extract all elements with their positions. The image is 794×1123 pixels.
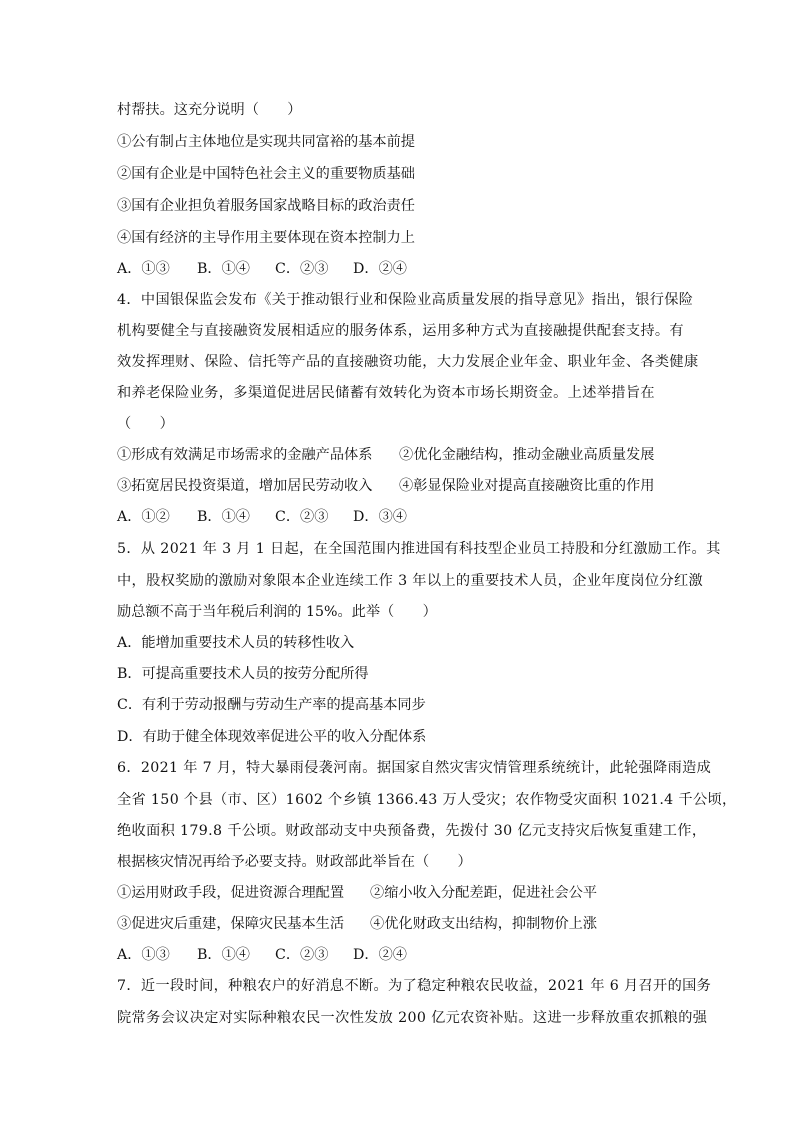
q4-items-row-1 — [117, 446, 677, 464]
q7-stem-line-2: 院常务会议决定对实际种粮农民一次性发放 200 亿元农资补贴。这进一步释放重农抓粮的强 — [117, 1010, 708, 1026]
q3-option-b: B．①④ — [197, 261, 250, 277]
q6-stem-line-2: 全省 150 个县（市、区）1602 个乡镇 1366.43 万人受灾；农作物受灾面积 1021.4 千公顷， — [117, 792, 737, 808]
q5-choice-d: D．有助于健全体现效率促进公平的收入分配体系 — [117, 729, 427, 745]
q6-item-1: ①运用财政手段，促进资源合理配置 — [117, 885, 345, 901]
q4-item-1: ①形成有效满足市场需求的金融产品体系 — [117, 447, 373, 463]
q4-item-2: ②优化金融结构，推动金融业高质量发展 — [399, 447, 655, 463]
q4-option-d: D．③④ — [353, 509, 407, 525]
q6-options — [117, 946, 677, 964]
q4-options — [117, 508, 677, 526]
q6-item-2: ②缩小收入分配差距，促进社会公平 — [370, 885, 598, 901]
q3-option-a: A．①③ — [117, 261, 170, 277]
q3-item-4: ④国有经济的主导作用主要体现在资本控制力上 — [117, 230, 415, 246]
q7-stem-line-1: 7．近一段时间，种粮农户的好消息不断。为了稳定种粮农民收益，2021 年 6 月召开的国务 — [117, 978, 712, 994]
q4-stem-line-5: （ ） — [117, 416, 174, 432]
q4-item-4: ④彰显保险业对提高直接融资比重的作用 — [399, 478, 655, 494]
q3-option-c: C．②③ — [275, 261, 329, 277]
q4-option-b: B．①④ — [197, 509, 250, 525]
q6-item-3: ③促进灾后重建，保障灾民基本生活 — [117, 916, 345, 932]
q3-item-2: ②国有企业是中国特色社会主义的重要物质基础 — [117, 166, 415, 182]
q6-items-row-1 — [117, 884, 677, 902]
q5-choice-c: C．有利于劳动报酬与劳动生产率的提高基本同步 — [117, 697, 426, 713]
q5-stem-line-1: 5．从 2021 年 3 月 1 日起，在全国范围内推进国有科技型企业员工持股和分红激励工作。其 — [117, 541, 721, 557]
q4-items-row-2 — [117, 477, 677, 495]
q3-stem-tail: 村帮扶。这充分说明（ ） — [117, 102, 302, 118]
q4-item-3: ③拓宽居民投资渠道，增加居民劳动收入 — [117, 478, 373, 494]
q5-stem-line-3: 励总额不高于当年税后利润的 15%。此举（ ） — [117, 604, 437, 620]
q5-choice-a: A．能增加重要技术人员的转移性收入 — [117, 635, 355, 651]
q6-stem-line-4: 根据核灾情况再给予必要支持。财政部此举旨在（ ） — [117, 854, 472, 870]
q5-choice-b: B．可提高重要技术人员的按劳分配所得 — [117, 666, 369, 682]
q6-stem-line-3: 绝收面积 179.8 千公顷。财政部动支中央预备费，先拨付 30 亿元支持灾后恢复重建工作， — [117, 823, 707, 839]
q6-option-b: B．①④ — [197, 947, 250, 963]
q3-option-d: D．②④ — [353, 261, 407, 277]
q6-item-4: ④优化财政支出结构，抑制物价上涨 — [370, 916, 598, 932]
q6-stem-line-1: 6．2021 年 7 月，特大暴雨侵袭河南。据国家自然灾害灾情管理系统统计，此轮强降雨造成 — [117, 760, 712, 776]
q6-option-a: A．①③ — [117, 947, 170, 963]
q4-stem-line-3: 效发挥理财、保险、信托等产品的直接融资功能，大力发展企业年金、职业年金、各类健康 — [117, 354, 699, 370]
q3-item-1: ①公有制占主体地位是实现共同富裕的基本前提 — [117, 134, 415, 150]
q6-option-d: D．②④ — [353, 947, 407, 963]
q3-options — [117, 260, 677, 278]
q4-stem-line-4: 和养老保险业务，多渠道促进居民储蓄有效转化为资本市场长期资金。上述举措旨在 — [117, 385, 655, 401]
q6-items-row-2 — [117, 915, 677, 933]
q4-option-c: C．②③ — [275, 509, 329, 525]
q5-stem-line-2: 中，股权奖励的激励对象限本企业连续工作 3 年以上的重要技术人员，企业年度岗位分红激 — [117, 573, 704, 589]
q4-stem-line-1: 4．中国银保监会发布《关于推动银行业和保险业高质量发展的指导意见》指出，银行保险 — [117, 292, 694, 308]
q6-option-c: C．②③ — [275, 947, 329, 963]
q4-option-a: A．①② — [117, 509, 170, 525]
q3-item-3: ③国有企业担负着服务国家战略目标的政治责任 — [117, 198, 415, 214]
q4-stem-line-2: 机构要健全与直接融资发展相适应的服务体系，运用多种方式为直接融提供配套支持。有 — [117, 323, 684, 339]
